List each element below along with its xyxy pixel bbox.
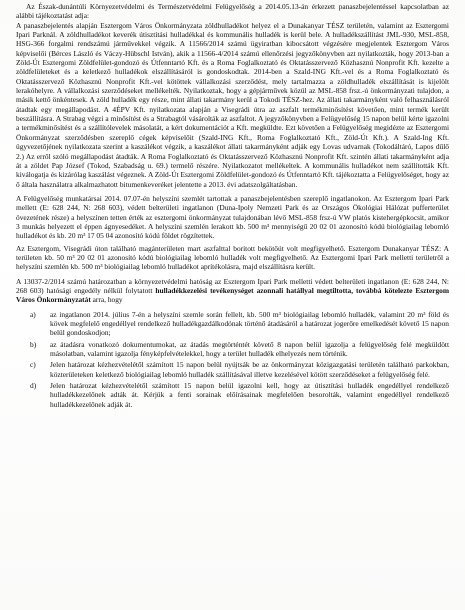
list-text: az átadásra vonatkozó dokumentumokat, az átadás megtörténtét követő 8 napon belül igazolja a felügyelőség felé megküldött másolatban, valamint igazolja fényképfelvételekkel, hogy a terület hulladék elhelyezés nem történik. (50, 339, 449, 359)
list-text: Jelen határozat kézhezvételétől számított 15 napon belül igazolni kell, hogy az útisztítási hulladék engedéllyel rendelkező hulladékkezelőnek adták át. Kérjük a fenti sorainak előírásainak megfelelően besorolták, valamint engedéllyel rendelkező hulladékkezelőnek adják át. (50, 381, 449, 409)
obligations-list (16, 310, 449, 409)
list-letter: a) (30, 309, 36, 319)
intro-paragraph: Az Észak-dunántúli Környezetvédelmi és Természetvédelmi Felügyelőség a 2014.05.13-án érkezett panaszbejelentéssel kapcsolatban az alábbi tájékoztatást adja: (16, 2, 449, 21)
decision-paragraph (16, 277, 449, 305)
decision-tail: arra, hogy (92, 295, 123, 305)
list-item (16, 381, 449, 409)
decision-bold: hulladékkezelési tevékenységet azonnali hatállyal megtiltotta, továbbá kötelezte Esztergom Város Önkormányzatát (16, 285, 449, 305)
list-text: az ingatlanon 2014. július 7-én a helyszíni szemle során fellelt, kb. 500 m³ biológiailag lebomló hulladék, valamint 20 m³ föld és kövek megfelelő engedéllyel rendelkező hulladékgazdálkodónak történő átadásáról a határozat jogerőre emelkedését követő 15 napon belül gondoskodjon; (50, 309, 449, 338)
list-letter: d) (30, 381, 37, 391)
list-letter: b) (30, 339, 37, 349)
inspection-paragraph: A Felügyelőség munkatársai 2014. 07.07-én helyszíni szemlét tartottak a panaszbejelentésben szereplő ingatlanokon. Az Esztergom Ipari Park mellett (E: 628 244, N: 268 603), védett belterületi ingatlanon (Duna-Ipoly Nemzeti Park és az Országos Ökológiai Hálózat pufferterület övezetének része) a helyszínen tetten érték az esztergomi önkormányzat tulajdonában lévő MSL-858 frsz-ú VW platós kistehergépkocsit, amikor 3 munkás helyezett el éppen ágnyesedéket. A helyszíni szemlén lerakott kb. 500 m³ mennyiségű 20 02 01 azonosító kódú biológiailag lebomló hulladékot és kb. 20 m³ 17 05 04 azonosító kódú földet rögzítettek. (16, 193, 449, 241)
decision-intro: A 13037-2/2014 számú határozatban a környezetvédelmi hatóság az Esztergom Ipari Park melletti védett belterületi ingatlanon (E: 628 244, N: 268 603) hatósági engedély nélkül folytatott (16, 276, 449, 295)
list-text: Jelen határozat kézhezvételétől számított 15 napon belül nyújtsák be az önkormányzat közigazgatási területén található parkokban, közterületeken keletkező biológiailag lebomló hulladék szállításával illetve kezelésével kötött szerződéseket a felügyelőség felé. (50, 360, 449, 379)
list-item (16, 360, 449, 379)
list-letter: c) (30, 360, 36, 370)
list-item (16, 340, 449, 359)
list-item (16, 310, 449, 338)
observation-paragraph: Az Esztergom, Visegrádi úton található magánterületen mart aszfalttal borított bekötőút volt megfigyelhető. Esztergom Dunakanyar TÉSZ: A területen kb. 50 m³ 20 02 01 azonosító kódú biológiailag lebomló hulladék volt megfigyelhető. Az Esztergomi Ipari Park melletti területről a helyszíni szemlén kb. 500 m³ biológiailag lebomló hulladékot aprítékolásra, majd elszállításra került. (16, 243, 449, 272)
complaint-paragraph: A panaszbejelentés alapján Esztergom Város Önkormányzata zöldhulladékot helyez el a Dunakanyar TÉSZ területén, valamint az Esztergomi Ipari Parknál. A zöldhulladékot keverék útisztítási hulladékkal és kommunális hulladék is kerül bele. A hulladékszállítást JML-930, MSL-858, HSG-366 forgalmi rendszámú járművekkel végzik. A 11566/2014 számú ügyiratban kibocsátott végzésére megjelentek Esztergom Város képviselői (Bérces László és Váczy-Hübschl István), akik a 11566-4/2014 számú ellenőrzési jegyzőkönyvben azt nyilatkozták, hogy 2013-ban a Zöld-Út Esztergomi Zöldfelület-gondozó és Útfenntartó Kft. és a Roma Foglalkoztató és Oktatásszervező Közhasznú Nonprofit Kft. kezelte a zöldfelületeket és a keletkező hulladékok elszállításáról is gondoskodtak. 2014-ben a Szald-ING Kft.-vel és a Roma Foglalkoztató és Oktatásszervező Közhasznú Nonprofit Kft.-vel kötöttek vállalkozási szerződést, mely tartalmazza a zöldhulladék elszállítását is kijelölt lerakóhelyre. A vállalkozási szerződéseket mellékelték. Nyilatkoztak, hogy a gépjárművek közül az MSL-858 frsz.-ú önkormányzati tulajdon, a másik kettő önkéntesek. A zöld hulladék egy része, mint állati takarmány kerül a Tokodi TÉSZ-hez. Az állati takarmányként való felhasználásról átadtak egy megállapodást. A 4ÉPV Kft. nyilatkozata alapján a Visegrádi útra az aszfalt termékminősítést követően, mint termék került beszállításra. A Strabag végzi a minősítést és a Strabagtól vásárolták az aszfaltot. A jegyzőkönyvben a Felügyelőség 15 napon belül kérte igazolni a termékminősítést és a szállítólevelek másolatát, a kért dokumentációt a Kft. megküldte. Ezt követően a Felügyelőség megidézte az Esztergomi Önkormányzat szerződésben szereplő cégek képviselőit (Szald-ING Kft., Roma Foglalkoztató Kft., Zöld-Út Kft.). A Szald-Ing Kft. ügyvezetőjének nyilatkozata szerint a kaszálékot végzik, a kaszálékot állati takarmányként adják egy Lovas udvarnak (Tokodáltáró, Lapos dűlő 2.) Az erről szóló megállapodást átadták. A Roma Foglalkoztató és Oktatásszervező Közhasznú Nonprofit Kft. szintén állati takarmányként adja át a zöldet Pap József (Tokod, Szabadság u. 69.) termelő részére. Nyilatkozatot mellékeltek. A kommunális hulladékot nem szállították Kft. kiválogatja és kizárólag kaszálást végeznek. A Zöld-Út Esztergomi Zöldfelület-gondozó és Útfenntartó Kft. tájékoztatta a Felügyelőséget, hogy az ő általa használatra alkalmazhatott bitumenkeveréket jelentette a 2013. évi adatszolgáltatásban. (16, 20, 449, 189)
